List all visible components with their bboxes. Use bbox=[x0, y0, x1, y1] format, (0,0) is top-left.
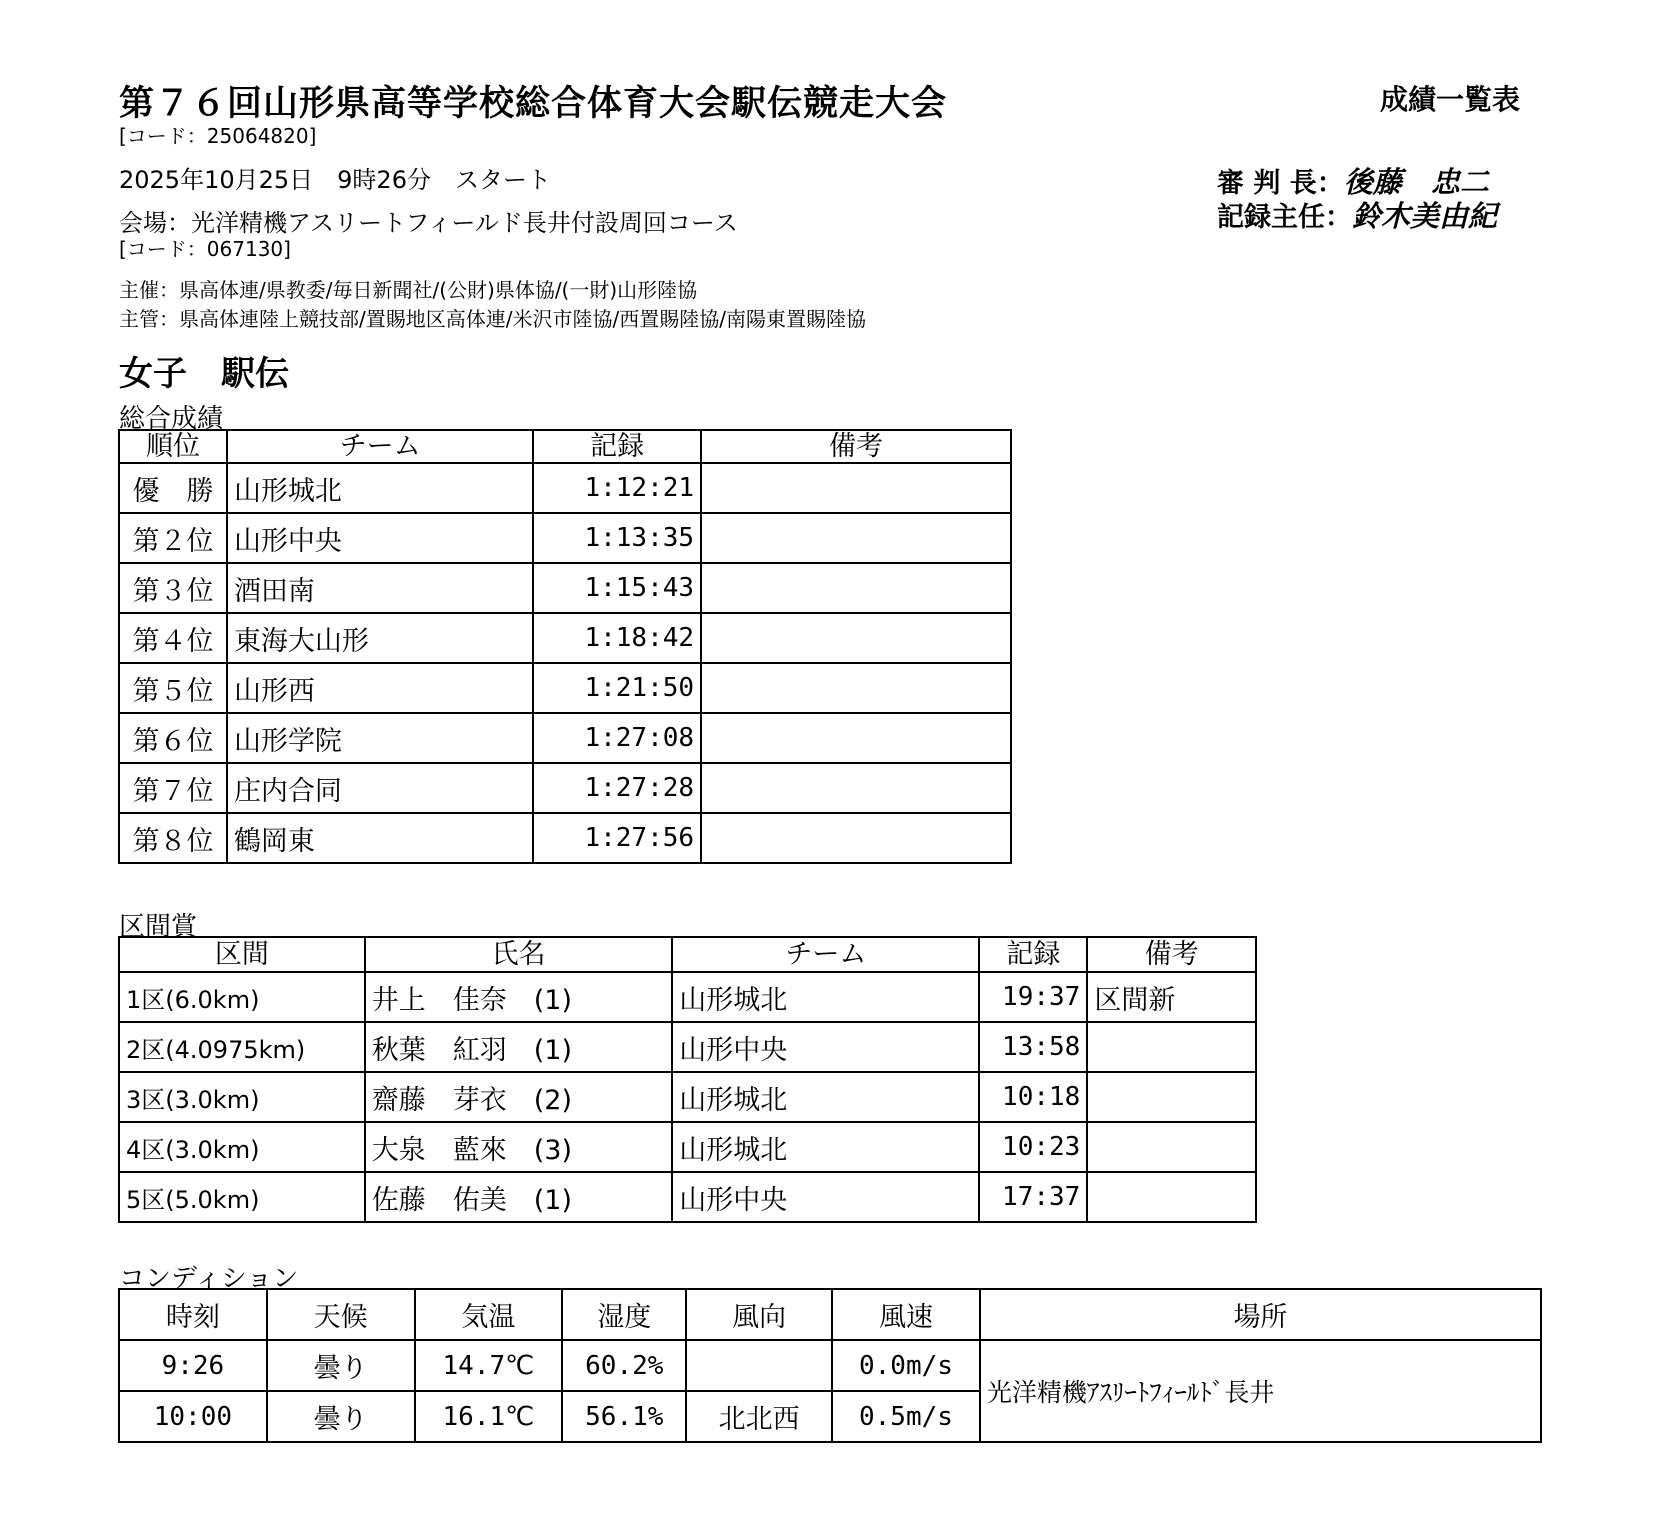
wind-direction-cell bbox=[686, 1340, 832, 1391]
leg-cell: 4区(3.0km) bbox=[119, 1122, 365, 1172]
team-cell: 山形城北 bbox=[672, 972, 979, 1022]
rank-cell: 第７位 bbox=[119, 763, 227, 813]
runner-cell bbox=[365, 1022, 673, 1072]
team-cell: 山形学院 bbox=[227, 713, 533, 763]
runner-cell bbox=[365, 1072, 673, 1122]
meet-title: 第７６回山形県高等学校総合体育大会駅伝競走大会 bbox=[119, 84, 948, 124]
rank-cell: 第８位 bbox=[119, 813, 227, 863]
table-row bbox=[119, 513, 1011, 563]
time-cell: 17:37 bbox=[979, 1172, 1087, 1222]
runner-cell bbox=[365, 1122, 673, 1172]
table-row bbox=[119, 713, 1011, 763]
wind-speed-cell: 0.5m/s bbox=[832, 1391, 980, 1442]
note-cell bbox=[701, 663, 1011, 713]
leg-cell: 3区(3.0km) bbox=[119, 1072, 365, 1122]
note-cell bbox=[701, 813, 1011, 863]
time-cell: 1:12:21 bbox=[533, 463, 701, 513]
document-kind: 成績一覧表 bbox=[1380, 83, 1521, 116]
table-row bbox=[119, 763, 1011, 813]
note-cell bbox=[1087, 1022, 1256, 1072]
column-header: 湿度 bbox=[562, 1289, 686, 1340]
table-header-row bbox=[119, 430, 1011, 463]
official-role: 審 判 長： bbox=[1217, 168, 1344, 199]
temperature-cell: 14.7℃ bbox=[415, 1340, 563, 1391]
rank-cell: 第５位 bbox=[119, 663, 227, 713]
runner-grade: (1) bbox=[533, 984, 572, 1016]
table-row bbox=[119, 563, 1011, 613]
team-cell: 山形中央 bbox=[672, 1022, 979, 1072]
wind-direction-cell: 北北西 bbox=[686, 1391, 832, 1442]
time-cell: 1:18:42 bbox=[533, 613, 701, 663]
table-row bbox=[119, 1122, 1256, 1172]
wind-speed-cell: 0.0m/s bbox=[832, 1340, 980, 1391]
column-header: 氏名 bbox=[365, 937, 673, 972]
runner-grade: (2) bbox=[533, 1084, 572, 1116]
team-cell: 山形城北 bbox=[672, 1072, 979, 1122]
rank-cell: 第４位 bbox=[119, 613, 227, 663]
time-cell: 1:13:35 bbox=[533, 513, 701, 563]
rank-cell: 第６位 bbox=[119, 713, 227, 763]
place-cell: 光洋精機ｱｽﾘｰﾄﾌｨｰﾙﾄﾞ長井 bbox=[980, 1340, 1541, 1442]
organizer: 主催：県高体連/県教委/毎日新聞社/(公財)県体協/(一財)山形陸協 bbox=[119, 278, 698, 302]
time-cell: 1:27:08 bbox=[533, 713, 701, 763]
table-row bbox=[119, 1340, 1541, 1391]
runner-name: 大泉 藍來 bbox=[371, 1134, 507, 1166]
leg-cell: 2区(4.0975km) bbox=[119, 1022, 365, 1072]
column-header: 気温 bbox=[415, 1289, 563, 1340]
time-cell: 1:21:50 bbox=[533, 663, 701, 713]
team-cell: 庄内合同 bbox=[227, 763, 533, 813]
note-cell: 区間新 bbox=[1087, 972, 1256, 1022]
table-row bbox=[119, 613, 1011, 663]
temperature-cell: 16.1℃ bbox=[415, 1391, 563, 1442]
column-header: 風速 bbox=[832, 1289, 980, 1340]
time-cell: 10:23 bbox=[979, 1122, 1087, 1172]
column-header: 時刻 bbox=[119, 1289, 267, 1340]
time-cell: 13:58 bbox=[979, 1022, 1087, 1072]
weather-cell: 曇り bbox=[267, 1340, 415, 1391]
note-cell bbox=[701, 613, 1011, 663]
rank-cell: 第３位 bbox=[119, 563, 227, 613]
official-name: 後藤 忠二 bbox=[1343, 165, 1489, 199]
conditions-caption: コンディション bbox=[119, 1264, 299, 1294]
table-row bbox=[119, 972, 1256, 1022]
runner-name: 佐藤 佑美 bbox=[371, 1184, 507, 1216]
conditions-table bbox=[118, 1288, 1542, 1443]
runner-name: 秋葉 紅羽 bbox=[371, 1034, 507, 1066]
official-name: 鈴木美由紀 bbox=[1352, 199, 1498, 233]
table-header-row bbox=[119, 1289, 1541, 1340]
venue: 会場：光洋精機アスリートフィールド長井付設周回コース bbox=[119, 209, 738, 237]
note-cell bbox=[701, 563, 1011, 613]
column-header: チーム bbox=[672, 937, 979, 972]
leg-cell: 5区(5.0km) bbox=[119, 1172, 365, 1222]
overall-caption: 総合成績 bbox=[119, 404, 224, 434]
venue-code: [コード：067130] bbox=[119, 237, 291, 261]
leg-cell: 1区(6.0km) bbox=[119, 972, 365, 1022]
official-role: 記録主任： bbox=[1217, 202, 1352, 233]
manager: 主管：県高体連陸上競技部/置賜地区高体連/米沢市陸協/西置賜陸協/南陽東置賜陸協 bbox=[119, 307, 866, 331]
table-row bbox=[119, 463, 1011, 513]
humidity-cell: 56.1% bbox=[562, 1391, 686, 1442]
rank-cell: 優 勝 bbox=[119, 463, 227, 513]
column-header: 備考 bbox=[701, 430, 1011, 463]
note-cell bbox=[1087, 1122, 1256, 1172]
event-title: 女子 駅伝 bbox=[119, 354, 289, 394]
runner-grade: (3) bbox=[533, 1134, 572, 1166]
humidity-cell: 60.2% bbox=[562, 1340, 686, 1391]
note-cell bbox=[701, 513, 1011, 563]
table-row bbox=[119, 1072, 1256, 1122]
time-cell: 10:00 bbox=[119, 1391, 267, 1442]
time-cell: 1:27:56 bbox=[533, 813, 701, 863]
runner-cell bbox=[365, 972, 673, 1022]
column-header: 順位 bbox=[119, 430, 227, 463]
runner-grade: (1) bbox=[533, 1184, 572, 1216]
overall-results-table bbox=[118, 429, 1012, 864]
rank-cell: 第２位 bbox=[119, 513, 227, 563]
section-awards-table bbox=[118, 936, 1257, 1223]
column-header: 記録 bbox=[533, 430, 701, 463]
meet-code: [コード：25064820] bbox=[119, 124, 317, 148]
time-cell: 1:27:28 bbox=[533, 763, 701, 813]
column-header: 天候 bbox=[267, 1289, 415, 1340]
table-row bbox=[119, 813, 1011, 863]
column-header: 区間 bbox=[119, 937, 365, 972]
team-cell: 山形城北 bbox=[227, 463, 533, 513]
time-cell: 9:26 bbox=[119, 1340, 267, 1391]
team-cell: 鶴岡東 bbox=[227, 813, 533, 863]
note-cell bbox=[701, 713, 1011, 763]
runner-grade: (1) bbox=[533, 1034, 572, 1066]
team-cell: 山形中央 bbox=[672, 1172, 979, 1222]
note-cell bbox=[1087, 1072, 1256, 1122]
team-cell: 酒田南 bbox=[227, 563, 533, 613]
note-cell bbox=[701, 463, 1011, 513]
runner-name: 齋藤 芽衣 bbox=[371, 1084, 507, 1116]
time-cell: 1:15:43 bbox=[533, 563, 701, 613]
team-cell: 山形中央 bbox=[227, 513, 533, 563]
weather-cell: 曇り bbox=[267, 1391, 415, 1442]
note-cell bbox=[701, 763, 1011, 813]
team-cell: 山形城北 bbox=[672, 1122, 979, 1172]
time-cell: 10:18 bbox=[979, 1072, 1087, 1122]
table-row bbox=[119, 663, 1011, 713]
column-header: 記録 bbox=[979, 937, 1087, 972]
official-recorder bbox=[1217, 194, 1497, 235]
table-row bbox=[119, 1022, 1256, 1072]
runner-cell bbox=[365, 1172, 673, 1222]
section-awards-caption: 区間賞 bbox=[119, 912, 198, 942]
table-header-row bbox=[119, 937, 1256, 972]
column-header: 風向 bbox=[686, 1289, 832, 1340]
team-cell: 東海大山形 bbox=[227, 613, 533, 663]
column-header: 場所 bbox=[980, 1289, 1541, 1340]
column-header: チーム bbox=[227, 430, 533, 463]
team-cell: 山形西 bbox=[227, 663, 533, 713]
note-cell bbox=[1087, 1172, 1256, 1222]
runner-name: 井上 佳奈 bbox=[371, 984, 507, 1016]
start-time: 2025年10月25日 9時26分 スタート bbox=[119, 166, 551, 194]
column-header: 備考 bbox=[1087, 937, 1256, 972]
time-cell: 19:37 bbox=[979, 972, 1087, 1022]
table-row bbox=[119, 1172, 1256, 1222]
